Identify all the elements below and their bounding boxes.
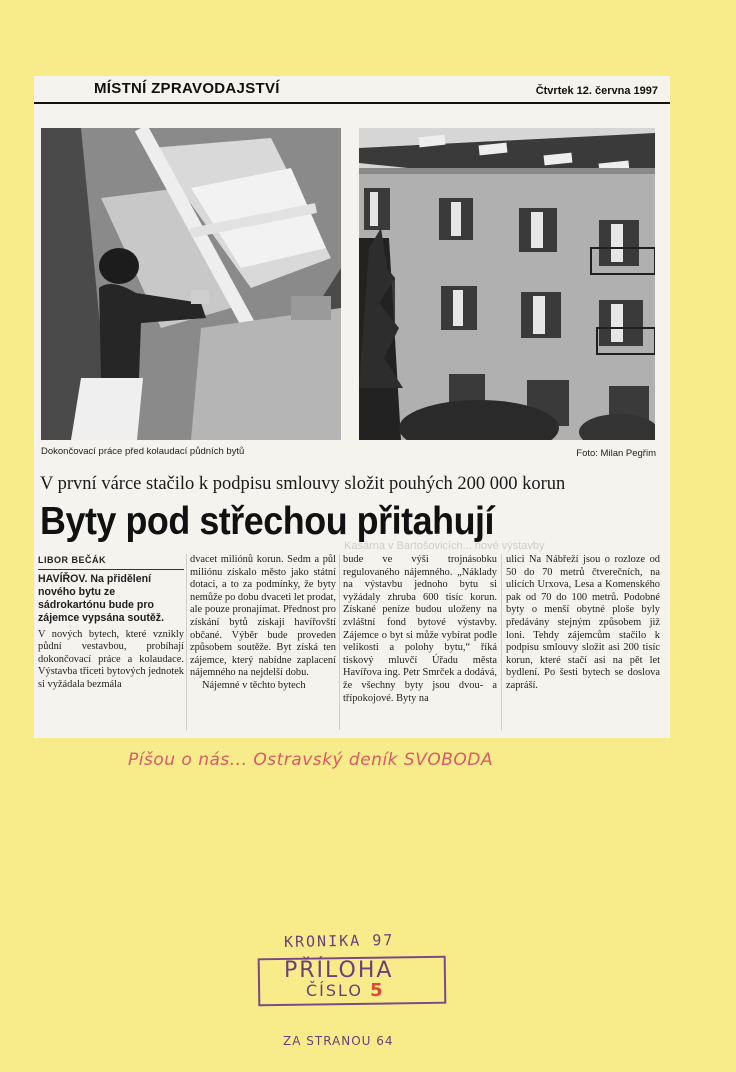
column-1-text: V nových bytech, které vznikly půdní vestavbou, probíhají dokončovací práce a kolaudace. Výstavba třiceti bytových jednotek si vyžádala bezmála <box>38 628 184 690</box>
newspaper-header <box>34 76 670 106</box>
photo-apartment-building <box>359 128 655 440</box>
issue-date: Čtvrtek 12. června 1997 <box>535 85 658 97</box>
section-title: MÍSTNÍ ZPRAVODAJSTVÍ <box>94 80 280 97</box>
newspaper-clipping <box>34 76 670 738</box>
article-lead: HAVÍŘOV. Na přidělení nového bytu ze sádrokartónu bude pro zájemce vypsána soutěž. <box>38 572 165 624</box>
article-column-1 <box>38 554 184 734</box>
header-rule <box>34 102 670 104</box>
column-2-text: dvacet miliónů korun. Sedm a půl miliónu získalo město jako státní dotaci, a to za podmínky, že byty nemůže po dobu dvaceti let prodat, ale pouze pronajímat. Přednost pro získání bytů získají havířovští občané. Výběr bude proveden způsobem soutěže. Byt získá ten zájemce, který nabídne zaplacení nájemného na nejdelší dobu. <box>190 554 336 679</box>
article-byline: LIBOR BEČÁK <box>38 554 184 570</box>
attachment-stamp-label: PŘÍLOHA <box>284 958 394 983</box>
photo-caption: Dokončovací práce před kolaudací půdních bytů <box>41 446 245 457</box>
article-column-3 <box>343 554 497 734</box>
photo-credit: Foto: Milan Pegřim <box>576 448 656 459</box>
column-2-tail: Nájemné v těchto bytech <box>202 679 306 691</box>
column-divider <box>339 554 340 730</box>
article-headline: Byty pod střechou přitahují <box>40 500 495 543</box>
photo-attic-worker <box>41 128 341 440</box>
column-divider <box>186 554 187 730</box>
handwritten-note: Píšou o nás... Ostravský deník SVOBODA <box>128 750 493 770</box>
page-reference-note: ZA STRANOU 64 <box>283 1034 394 1048</box>
chronicle-stamp: KRONIKA 97 <box>283 931 395 951</box>
attachment-number-label: ČÍSLO <box>306 981 363 1000</box>
attachment-number-stamp <box>306 980 385 1001</box>
article-column-4 <box>506 554 660 734</box>
column-4-text: ulici Na Nábřeží jsou o rozloze od 50 do 70 metrů čtverečních, na ulicích Urxova, Lesa a Komenského pak od 70 do 100 metrů. Podobné byty o menší obytné ploše byly předávány stejným způsobem již loni. Tehdy zájemcům stačilo k podpisu smlouvy složit asi 200 tisíc korun, které stačí asi na pět let bydlení. Po šesti bytech se doslova zapráší. <box>506 554 660 691</box>
attachment-number-value: 5 <box>370 980 385 1001</box>
bleed-through-text: Kasárna v Bartošovicích... nové výstavby <box>344 540 545 552</box>
article-column-2 <box>190 554 336 734</box>
column-divider <box>501 554 502 730</box>
column-3-text: bude ve výši trojnásobku regulovaného nájemného. „Náklady na výstavbu jednoho bytu si vyžádaly zhruba 600 tisíc korun. Získané peníze budou uloženy na zvláštní fond bytové výstavby. Zájemce o byt si může vybírat podle velikosti a polohy bytu,“ říká tiskový mluvčí Úřadu města Havířova ing. Petr Smrček a dodává, že všechny byty jsou dvou- a třípokojové. Byty na <box>343 554 497 704</box>
article-subhead: V první várce stačilo k podpisu smlouvy složit pouhých 200 000 korun <box>40 474 566 494</box>
